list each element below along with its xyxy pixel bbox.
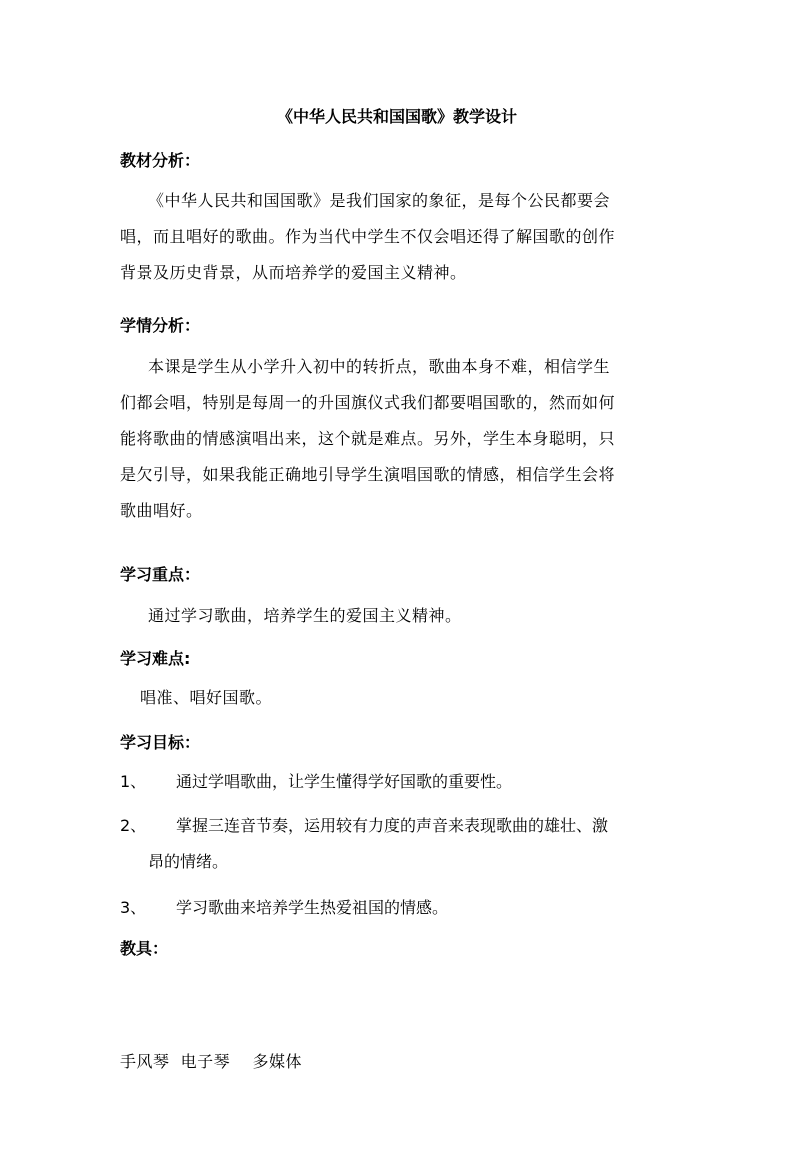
heading-teaching-tools: 教具：: [120, 939, 169, 958]
heading-material-analysis: 教材分析：: [120, 151, 201, 170]
goal-number: 1、: [120, 772, 147, 791]
paragraph-line: 背景及历史背景，从而培养学的爱国主义精神。: [120, 263, 467, 282]
paragraph-line: 是欠引导，如果我能正确地引导学生演唱国歌的情感，相信学生会将: [120, 465, 616, 484]
goal-text: 学习歌曲来培养学生热爱祖国的情感。: [176, 898, 449, 917]
paragraph-line: 本课是学生从小学升入初中的转折点，歌曲本身不难，相信学生: [148, 357, 611, 376]
paragraph-teaching-tools: [120, 972, 680, 1152]
goal-item-3: [120, 890, 680, 926]
heading-student-analysis: 学情分析：: [120, 316, 201, 335]
document-title: 《中华人民共和国国歌》教学设计: [276, 107, 517, 126]
paragraph-material-analysis: [120, 183, 680, 291]
goal-number: 3、: [120, 898, 147, 917]
paragraph-line: 《中华人民共和国国歌》是我们国家的象征，是每个公民都要会: [148, 191, 611, 210]
heading-key-points: 学习重点：: [120, 565, 201, 584]
heading-difficulties: 学习难点:: [120, 649, 191, 668]
paragraph-line: 歌曲唱好。: [120, 501, 203, 520]
goal-text: 通过学唱歌曲，让学生懂得学好国歌的重要性。: [176, 772, 513, 791]
goal-text: 掌握三连音节奏，运用较有力度的声音来表现歌曲的雄壮、激: [176, 816, 609, 835]
paragraph-line: 手风琴 电子琴 多媒体: [120, 1052, 303, 1071]
paragraph-difficulties: [120, 680, 680, 716]
paragraph-line: 能将歌曲的情感演唱出来，这个就是难点。另外，学生本身聪明，只: [120, 429, 616, 448]
paragraph-key-points: [120, 598, 680, 634]
goal-item-1: [120, 764, 680, 800]
paragraph-line: 唱准、唱好国歌。: [140, 688, 273, 707]
goal-item-2: [120, 808, 680, 880]
paragraph-line: 唱，而且唱好的歌曲。作为当代中学生不仅会唱还得了解国歌的创作: [120, 227, 616, 246]
paragraph-line: 通过学习歌曲，培养学生的爱国主义精神。: [148, 606, 462, 625]
paragraph-line: 们都会唱，特别是每周一的升国旗仪式我们都要唱国歌的，然而如何: [120, 393, 616, 412]
paragraph-student-analysis: [120, 349, 680, 529]
heading-learning-goals: 学习目标：: [120, 733, 201, 752]
goal-text-continued: 昂的情绪。: [148, 852, 229, 871]
goal-number: 2、: [120, 816, 147, 835]
